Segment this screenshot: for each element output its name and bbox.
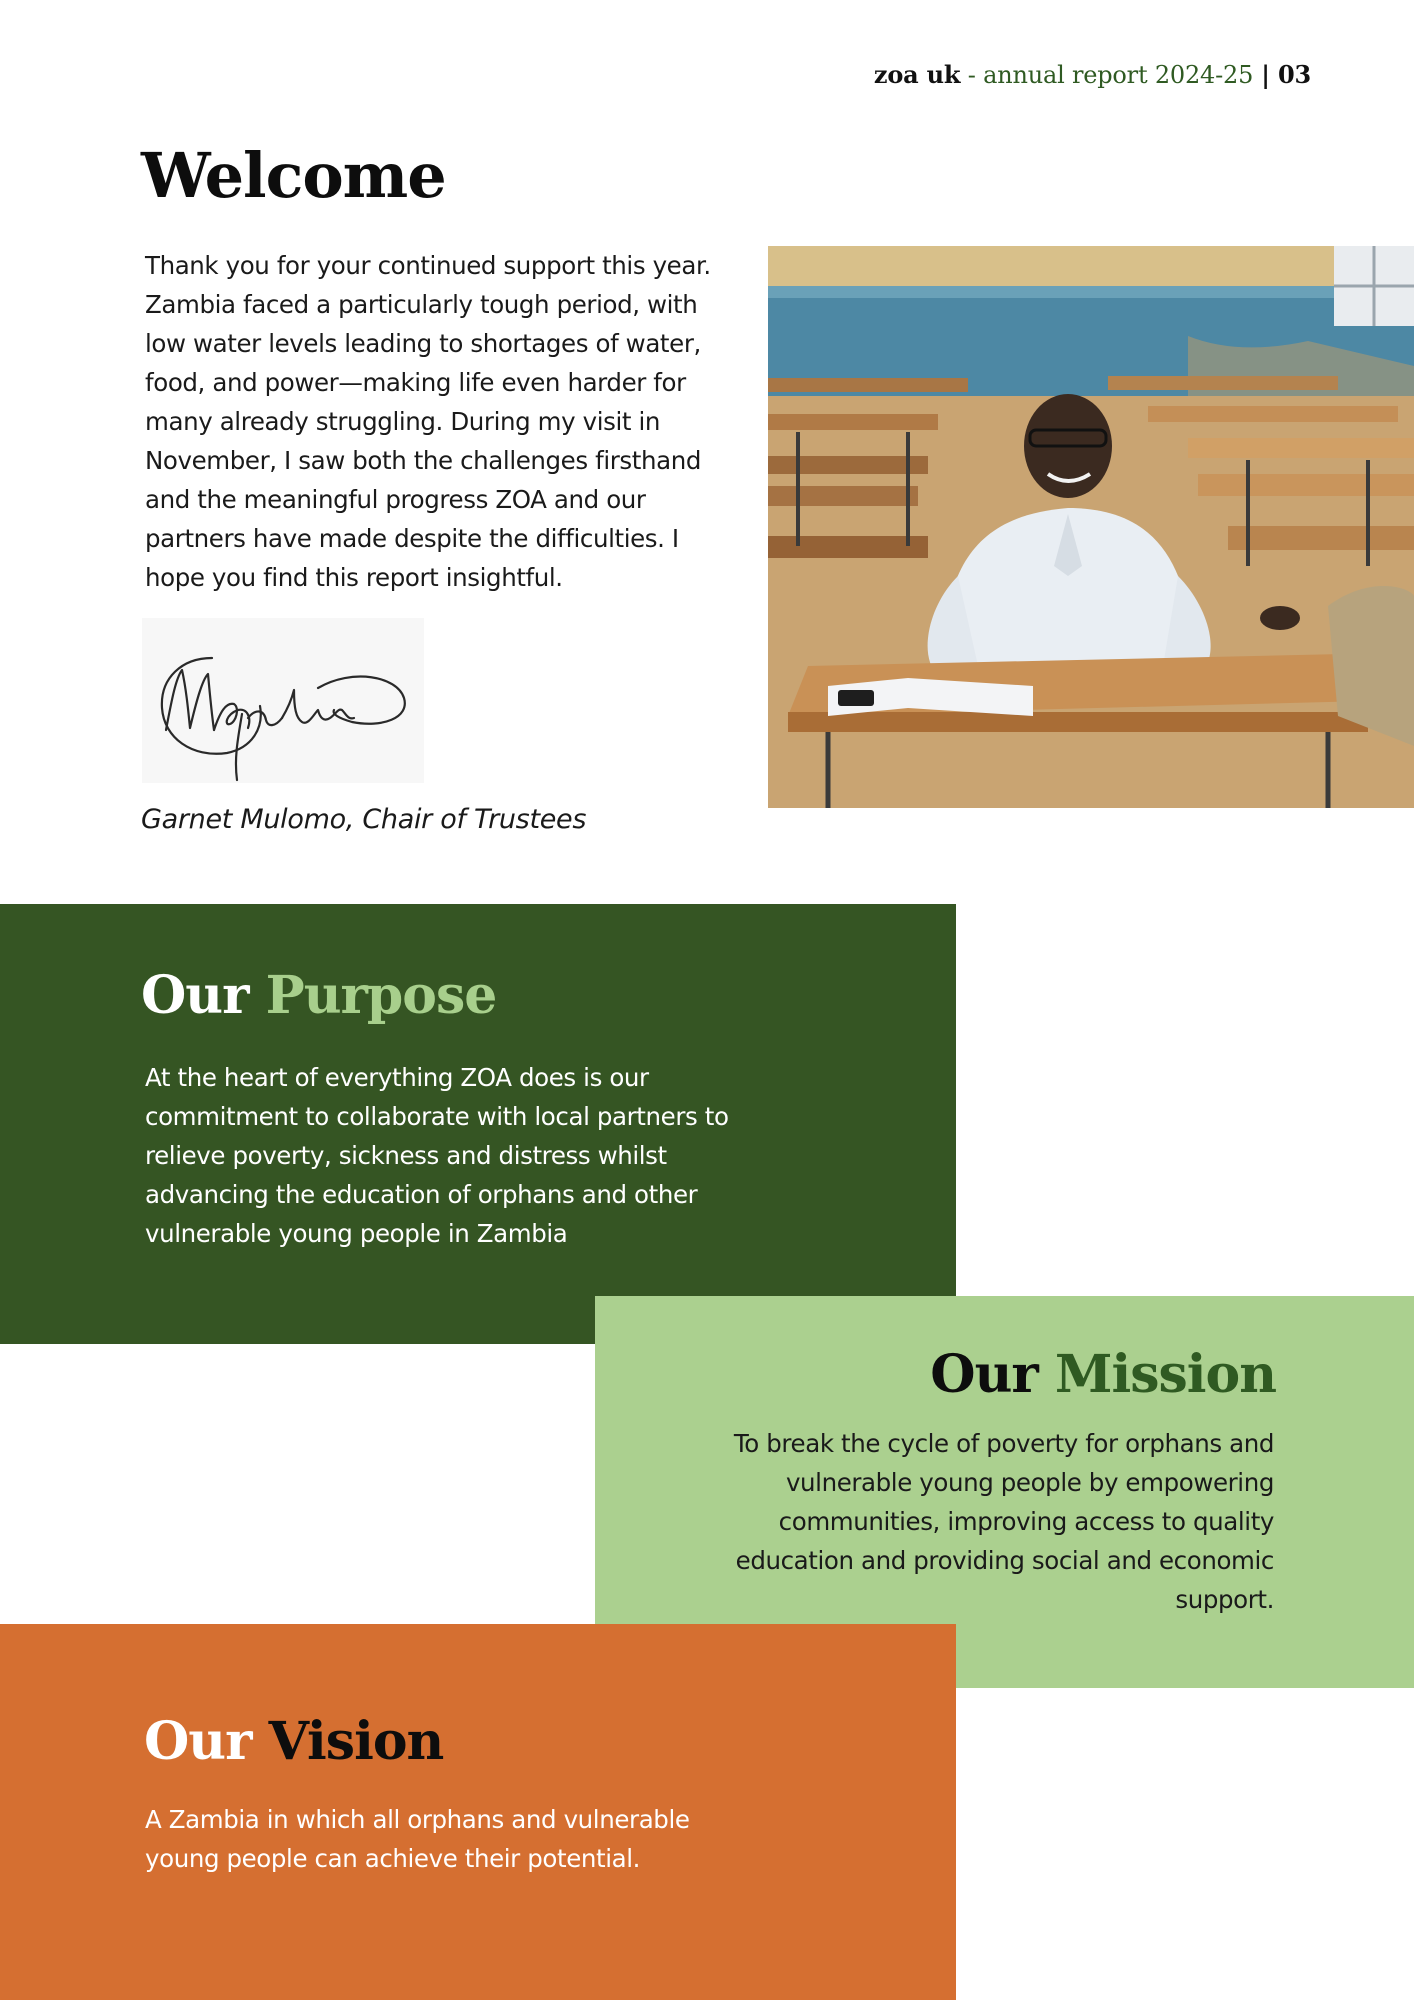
running-header (874, 60, 1311, 89)
purpose-title-prefix: Our (141, 965, 266, 1026)
header-separator: - (960, 61, 984, 89)
mission-title-prefix: Our (930, 1344, 1055, 1405)
page-number: 03 (1278, 60, 1311, 89)
vision-title-highlight: Vision (268, 1711, 444, 1772)
mission-title (930, 1345, 1276, 1405)
mission-title-highlight: Mission (1054, 1344, 1276, 1405)
signature-image (142, 618, 424, 783)
header-divider: | (1253, 60, 1278, 89)
vision-title-prefix: Our (144, 1711, 269, 1772)
purpose-text: At the heart of everything ZOA does is our commitment to collaborate with local partners to relieve poverty, sickness and distress whilst advancing the education of orphans and other vulnerable young people in Zambia (145, 1063, 729, 1248)
classroom-photo-icon (768, 246, 1414, 808)
handwritten-signature-icon (142, 618, 424, 783)
welcome-body: Thank you for your continued support this year. Zambia faced a particularly tough period, with low water levels leading to shortages of water, food, and power—making life even harder for many already struggling. During my visit in November, I saw both the challenges firsthand and the meaningful progress ZOA and our partners have made despite the difficulties. I hope you find this report insightful. (145, 251, 711, 592)
welcome-title: Welcome (141, 139, 446, 212)
purpose-title-highlight: Purpose (265, 965, 497, 1026)
vision-title (144, 1712, 443, 1772)
purpose-title (141, 966, 496, 1026)
mission-text: To break the cycle of poverty for orphans and vulnerable young people by empowering communities, improving access to quality education and providing social and economic support. (733, 1429, 1274, 1614)
classroom-photo (768, 246, 1414, 808)
report-title: annual report 2024-25 (983, 61, 1254, 89)
signatory-caption: Garnet Mulomo, Chair of Trustees (141, 804, 587, 835)
vision-text: A Zambia in which all orphans and vulnerable young people can achieve their potential. (145, 1805, 690, 1873)
org-name: zoa uk (873, 60, 961, 89)
